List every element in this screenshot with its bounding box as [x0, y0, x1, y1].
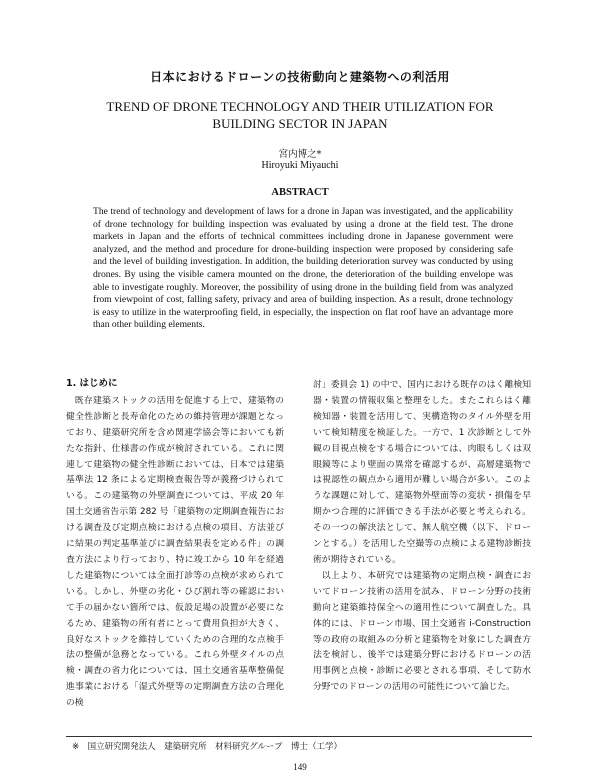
- author-name-english: Hiroyuki Miyauchi: [261, 160, 339, 171]
- body-paragraph: 以上より、本研究では建築物の定期点検・調査においてドローン技術の活用を試み、ドローン分野の技術動向と建築維持保全への適用性について調査した。具体的には、ドローン市場、国土交通省 i-Construction 等の政府の取組みの分析と建築物を対象にした調査方法を検討し、後半では建築分野におけるドローンの活用事例と点検・診断に必要とされる事項、そして防水分野でのドローンの活用の可能性について論じた。: [313, 570, 531, 693]
- body-paragraph: 討」委員会 1) の中で、国内における既存のはく離検知器・装置の情報収集と整理をした。またこれらはく離検知器・装置を活用して、実構造物のタイル外壁を用いて検知精度を検証した。一方で、1 次診断として外観の目視点検をする場合については、肉眼もしくは双眼鏡等により壁面の異常を確認するが、高層建築物では視認性の観点から適用が難しい場合が多い。このような課題に対して、建築物外壁面等の変状・損傷を早期かつ合理的に評価できる手法が必要と考えられる。その一つの解決法として、無人航空機（以下、ドローンとする。）を活用した空撮等の点検による建物診断技術が期待されている。: [313, 380, 531, 565]
- footnote-divider: [66, 736, 532, 737]
- body-left-column: [66, 376, 284, 712]
- page-number: 149: [293, 762, 307, 772]
- author-affiliation-footnote: ※ 国立研究開発法人 建築研究所 材料研究グループ 博士（工学）: [72, 742, 342, 752]
- english-title: TREND OF DRONE TECHNOLOGY AND THEIR UTILIZATION FOR BUILDING SECTOR IN JAPAN: [106, 99, 494, 131]
- section-heading-introduction: 1. はじめに: [66, 378, 118, 389]
- author-name-japanese: 宮内博之*: [278, 149, 322, 160]
- japanese-title: 日本におけるドローンの技術動向と建築物への利活用: [150, 70, 450, 84]
- abstract-heading: ABSTRACT: [271, 187, 329, 198]
- body-right-column: [313, 378, 531, 696]
- body-paragraph: 既存建築ストックの活用を促進する上で、建築物の健全性診断と長寿命化のための維持管理が課題となっており、建築研究所を含め関連学協会等においても新たな指針、仕様書の作成が検討されている。これに関連して建築物の健全性診断においては、日本では建築基準法 12 条による定期検査報告等が義務づけられている。この建築物の外壁調査については、平成 20 年国土交通省告示第 282 号「建築物の定期調査報告における調査及び定期点検における点検の項目、方法並びに結果の判定基準並びに調査結果表を定める件」の調査方法により行っており、特に竣工から 10 年を経過した建築物については全面打診等の点検が求められている。しかし、外壁の劣化・ひび割れ等の確認において手の届かない箇所では、仮設足場の設置が必要になるため、建築物の所有者にとって費用負担が大きく、良好なストックを維持していくための合理的な点検手法の整備が急務となっている。これら外壁タイルの点検・調査の省力化については、国土交通省基準整備促進事業における「湿式外壁等の定期調査方法の合理化の検: [66, 395, 284, 709]
- abstract-text: The trend of technology and development of laws for a drone in Japan was investigated, and the applicability of drone technology for building inspection was evaluated by using a drone at the field test. The drone markets in Japan and the efforts of technical committees including drone in Japanese government were analyzed, and the method and procedure for drone-building inspection were proposed by considering safe and the level of building investigation. In addition, the building deterioration survey was conducted by using drones. By using the visible camera mounted on the drone, the deterioration of the building envelope was able to investigate roughly. Moreover, the possibility of using drone in the building field from was analyzed from viewpoint of cost, falling safety, privacy and area of building inspection. As a result, drone technology is easy to utilize in the waterproofing field, in especially, the inspection on flat roof have an advantage more than other building elements.: [93, 206, 513, 331]
